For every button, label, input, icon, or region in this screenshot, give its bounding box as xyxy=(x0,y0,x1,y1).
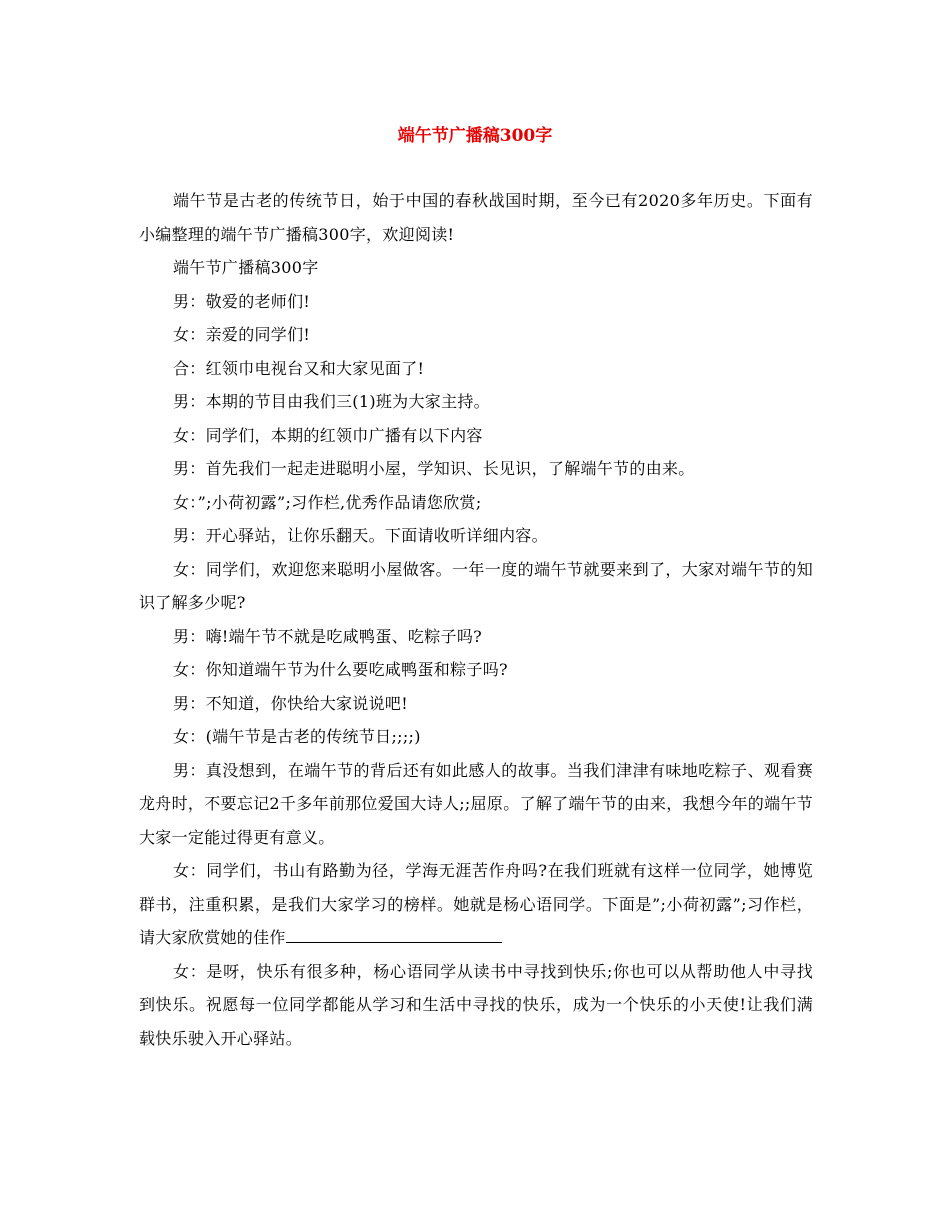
dialogue-line: 女：你知道端午节为什么要吃咸鸭蛋和粽子吗? xyxy=(173,660,508,679)
dialogue-paragraph xyxy=(139,854,813,955)
dialogue-line: 男：开心驿站，让你乐翻天。下面请收听详细内容。 xyxy=(173,526,548,545)
fill-in-blank xyxy=(286,924,502,943)
dialogue-paragraph: 女：同学们，欢迎您来聪明小屋做客。一年一度的端午节就要来到了，大家对端午节的知识了解多少呢? xyxy=(139,559,813,612)
intro-paragraph: 端午节是古老的传统节日，始于中国的春秋战国时期，至今已有2020多年历史。下面有小编整理的端午节广播稿300字，欢迎阅读! xyxy=(139,191,813,244)
dialogue-paragraph: 男：真没想到，在端午节的背后还有如此感人的故事。当我们津津有味地吃粽子、观看赛龙舟时，不要忘记2千多年前那位爱国大诗人;;屈原。了解了端午节的由来，我想今年的端午节大家一定能过得更有意义。 xyxy=(139,760,813,847)
dialogue-paragraph: 女：是呀，快乐有很多种，杨心语同学从读书中寻找到快乐;你也可以从帮助他人中寻找到快乐。祝愿每一位同学都能从学习和生活中寻找的快乐，成为一个快乐的小天使!让我们满载快乐驶入开心驿站。 xyxy=(139,961,813,1048)
dialogue-line: 男：敬爱的老师们! xyxy=(173,291,311,311)
dialogue-line: 男：首先我们一起走进聪明小屋，学知识、长见识，了解端午节的由来。 xyxy=(173,459,695,478)
document-title: 端午节广播稿300字 xyxy=(397,126,553,146)
dialogue-line: 合：红领巾电视台又和大家见面了! xyxy=(173,358,425,378)
dialogue-line: 男：本期的节目由我们三(1)班为大家主持。 xyxy=(173,392,490,411)
dialogue-line: 女：”;小荷初露”;习作栏,优秀作品请您欣赏; xyxy=(173,492,482,512)
dialogue-line: 女：同学们，本期的红领巾广播有以下内容 xyxy=(173,425,483,445)
document-body xyxy=(139,184,813,1055)
dialogue-line: 男：不知道，你快给大家说说吧! xyxy=(173,693,408,713)
dialogue-line: 女：(端午节是古老的传统节日;;;;) xyxy=(173,727,421,746)
dialogue-line: 男：嗨!端午节不就是吃咸鸭蛋、吃粽子吗? xyxy=(173,626,483,646)
subtitle-line: 端午节广播稿300字 xyxy=(173,258,319,277)
dialogue-text: 女：同学们，书山有路勤为径，学海无涯苦作舟吗?在我们班就有这样一位同学，她博览群书，注重积累，是我们大家学习的榜样。她就是杨心语同学。下面是”;小荷初露”;习作栏，请大家欣赏她的佳作 xyxy=(139,861,813,947)
dialogue-line: 女：亲爱的同学们! xyxy=(173,325,311,344)
